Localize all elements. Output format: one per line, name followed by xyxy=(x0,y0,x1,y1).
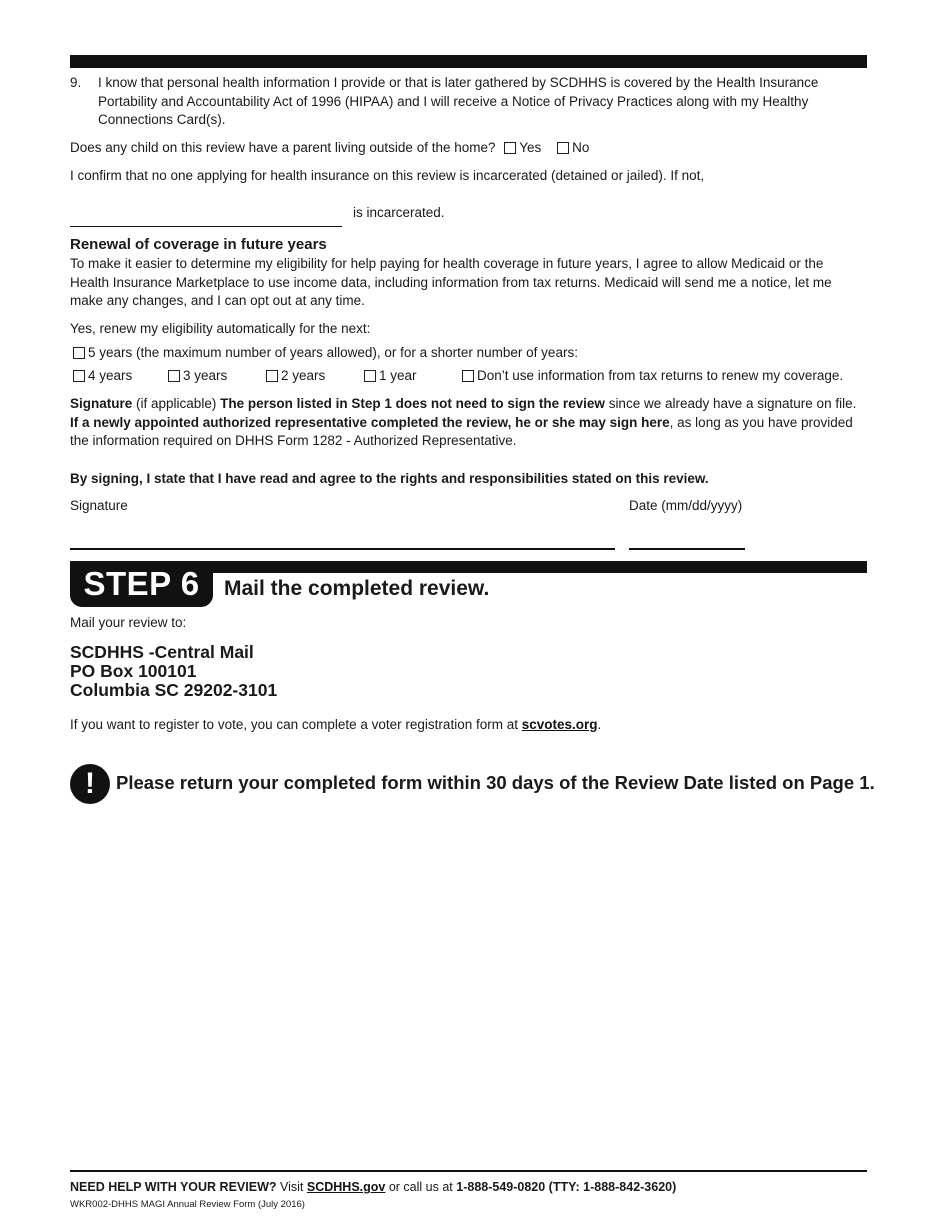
scvotes-link[interactable]: scvotes.org xyxy=(521,717,598,732)
renewal-prompt: Yes, renew my eligibility automatically for the next: xyxy=(70,321,371,336)
parent-no-checkbox[interactable] xyxy=(557,142,569,154)
voter-registration xyxy=(70,716,601,735)
parent-yes-label: Yes xyxy=(519,140,542,155)
scdhhs-link[interactable]: SCDHHS.gov xyxy=(306,1180,386,1194)
footer-form-id: WKR002-DHHS MAGI Annual Review Form (July 2016) xyxy=(70,1199,305,1210)
incarcerated-name-field[interactable] xyxy=(70,226,342,227)
parent-yes-checkbox[interactable] xyxy=(504,142,516,154)
parent-question-text: Does any child on this review have a parent living outside of the home? xyxy=(70,140,496,155)
address-line-2: PO Box 100101 xyxy=(70,661,197,681)
item-9-number: 9. xyxy=(70,75,82,90)
mailing-address xyxy=(70,643,277,700)
signature-text-1: since we already have a signature on file. xyxy=(608,396,857,411)
date-field[interactable] xyxy=(629,548,745,550)
five-years-label: 5 years (the maximum number of years allowed), or for a shorter number of years: xyxy=(88,345,578,360)
signature-field-label: Signature xyxy=(70,498,128,513)
four-years-label: 4 years xyxy=(88,368,133,383)
no-tax-info-label: Don’t use information from tax returns to renew my coverage. xyxy=(477,368,844,383)
parent-no-label: No xyxy=(572,140,590,155)
footer-phone: 1-888-549-0820 (TTY: 1-888-842-3620) xyxy=(456,1180,677,1194)
one-year-label: 1 year xyxy=(379,368,417,383)
return-deadline-notice: Please return your completed form within 30 days of the Review Date listed on Page 1. xyxy=(116,772,875,793)
step-6-tab: STEP 6 xyxy=(70,561,213,607)
five-years-checkbox[interactable] xyxy=(73,347,85,359)
parent-question xyxy=(70,139,589,158)
top-divider-bar xyxy=(70,55,867,68)
address-line-1: SCDHHS -Central Mail xyxy=(70,642,254,662)
signature-field[interactable] xyxy=(70,548,615,550)
step-6-title: Mail the completed review. xyxy=(224,577,490,600)
mail-intro: Mail your review to: xyxy=(70,615,187,630)
footer-divider xyxy=(70,1170,867,1172)
no-tax-info-checkbox[interactable] xyxy=(462,370,474,382)
incarceration-suffix: is incarcerated. xyxy=(353,205,445,220)
four-years-checkbox[interactable] xyxy=(73,370,85,382)
signature-text-2: , as long as you have provided the information required on DHHS Form 1282 - Authorized Representative. xyxy=(70,414,853,449)
renewal-body: To make it easier to determine my eligibility for help paying for health coverage in future years, I agree to allow Medicaid or the Health Insurance Marketplace to use income data, including information from tax returns. Medicaid will send me a notice, let me make any changes, and I can opt out at any time. xyxy=(70,256,832,309)
voter-end: . xyxy=(597,717,602,732)
three-years-checkbox[interactable] xyxy=(168,370,180,382)
two-years-label: 2 years xyxy=(281,368,326,383)
renewal-option-2 xyxy=(266,367,325,386)
renewal-option-4 xyxy=(73,367,132,386)
renewal-option-1 xyxy=(364,367,417,386)
renewal-heading: Renewal of coverage in future years xyxy=(70,236,327,253)
footer-call: or call us at xyxy=(388,1180,453,1194)
address-line-3: Columbia SC 29202-3101 xyxy=(70,680,278,700)
signature-instructions xyxy=(70,395,862,451)
three-years-label: 3 years xyxy=(183,368,228,383)
date-field-label: Date (mm/dd/yyyy) xyxy=(629,498,743,513)
one-year-checkbox[interactable] xyxy=(364,370,376,382)
footer-visit: Visit xyxy=(280,1180,304,1194)
footer-help-bold: NEED HELP WITH YOUR REVIEW? xyxy=(70,1180,277,1194)
signature-label-paren: (if applicable) xyxy=(136,396,217,411)
renewal-option-3 xyxy=(168,367,227,386)
renewal-option-none xyxy=(462,367,843,386)
voter-text: If you want to register to vote, you can complete a voter registration form at xyxy=(70,717,518,732)
item-9-text: I know that personal health information I provide or that is later gathered by SCDHHS is covered by the Health Insurance Portability and Accountability Act of 1996 (HIPAA) and I will receive a Notice of Privacy Practices along with my Healthy Connections Card(s). xyxy=(98,75,819,128)
signature-label-bold: Signature xyxy=(70,396,133,411)
footer-help xyxy=(70,1180,676,1194)
exclamation-icon: ! xyxy=(70,764,110,804)
signature-bold-2: If a newly appointed authorized representative completed the review, he or she may sign here xyxy=(70,414,670,430)
two-years-checkbox[interactable] xyxy=(266,370,278,382)
renewal-five-years xyxy=(73,344,578,363)
signature-bold-1: The person listed in Step 1 does not need to sign the review xyxy=(220,396,605,411)
signing-statement: By signing, I state that I have read and agree to the rights and responsibilities stated on this review. xyxy=(70,471,709,486)
incarceration-text: I confirm that no one applying for health insurance on this review is incarcerated (detained or jailed). If not, xyxy=(70,168,705,183)
